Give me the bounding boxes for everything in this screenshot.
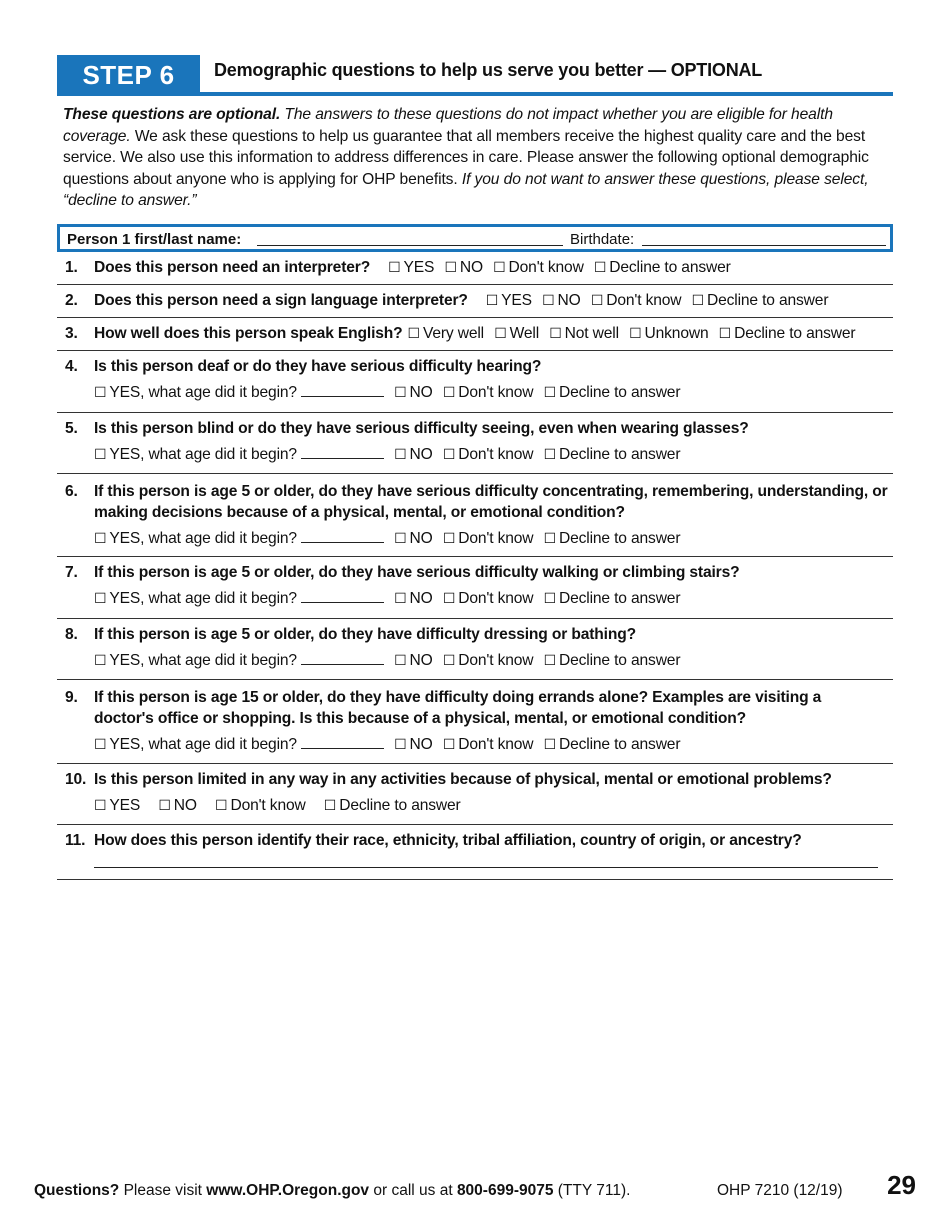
checkbox-decline[interactable]: ☐ Decline to answer	[543, 589, 681, 607]
question-number: 9.	[65, 688, 78, 706]
checkbox-icon: ☐	[629, 325, 642, 342]
checkbox-icon: ☐	[543, 384, 556, 401]
answer-options	[57, 652, 893, 670]
checkbox-decline[interactable]: ☐ Decline to answer	[543, 651, 681, 669]
question-1	[57, 252, 893, 285]
checkbox-icon: ☐	[94, 652, 107, 669]
checkbox-no[interactable]: ☐ NO	[444, 258, 483, 276]
checkbox-icon: ☐	[542, 292, 555, 309]
checkbox-decline[interactable]: ☐ Decline to answer	[543, 735, 681, 753]
checkbox-icon: ☐	[442, 736, 456, 753]
checkbox-dont-know[interactable]: ☐ Don't know	[442, 589, 534, 607]
question-10	[57, 764, 893, 825]
checkbox-icon: ☐	[442, 530, 456, 547]
question-number: 11.	[65, 831, 86, 849]
question-number: 7.	[65, 563, 78, 581]
question-number: 1.	[65, 258, 78, 276]
form-page	[57, 55, 893, 880]
checkbox-icon: ☐	[691, 292, 704, 309]
checkbox-well[interactable]: ☐ Well	[494, 324, 540, 342]
checkbox-yes[interactable]: ☐ YES	[485, 291, 532, 309]
checkbox-icon: ☐	[442, 446, 456, 463]
step-label: STEP 6	[57, 55, 200, 96]
checkbox-yes[interactable]: ☐ YES	[388, 258, 435, 276]
checkbox-yes-age[interactable]: ☐ YES, what age did it begin?	[94, 589, 297, 607]
checkbox-yes-age[interactable]: ☐ YES, what age did it begin?	[94, 529, 297, 547]
question-number: 6.	[65, 482, 78, 500]
checkbox-decline[interactable]: ☐ Decline to answer	[593, 258, 731, 276]
question-4	[57, 351, 893, 413]
question-text: If this person is age 5 or older, do they have difficulty dressing or bathing?	[94, 625, 636, 643]
birthdate-label: Birthdate:	[570, 230, 635, 248]
question-text: Is this person blind or do they have serious difficulty seeing, even when wearing glasses?	[94, 419, 749, 437]
intro-lead: These questions are optional.	[63, 106, 281, 123]
checkbox-dont-know[interactable]: ☐ Don't know	[590, 291, 682, 309]
checkbox-icon: ☐	[388, 259, 401, 276]
question-number: 10.	[65, 770, 87, 788]
footer-url[interactable]: www.OHP.Oregon.gov	[206, 1182, 370, 1199]
checkbox-no[interactable]: ☐ NO	[394, 651, 433, 669]
checkbox-icon: ☐	[494, 325, 507, 342]
question-text: If this person is age 5 or older, do they have serious difficulty walking or climbing stairs?	[94, 563, 740, 581]
answer-options	[57, 446, 893, 464]
question-text: Does this person need a sign language interpreter?	[94, 291, 468, 309]
question-number: 5.	[65, 419, 78, 437]
checkbox-icon: ☐	[493, 259, 506, 276]
checkbox-icon: ☐	[407, 325, 420, 342]
checkbox-icon: ☐	[394, 736, 407, 753]
intro-lead-italic: The answers to these questions do not impact whether you are eligible for health coverage.	[63, 106, 833, 145]
question-text: Is this person limited in any way in any activities because of physical, mental or emotional problems?	[94, 770, 832, 788]
checkbox-icon: ☐	[94, 797, 107, 814]
checkbox-icon: ☐	[394, 446, 407, 463]
age-input[interactable]	[301, 601, 384, 603]
intro-paragraph	[63, 104, 893, 212]
question-number: 8.	[65, 625, 78, 643]
checkbox-icon: ☐	[593, 259, 607, 276]
checkbox-icon: ☐	[543, 530, 556, 547]
checkbox-decline[interactable]: ☐ Decline to answer	[543, 445, 681, 463]
footer-phone: 800-699-9075	[456, 1182, 554, 1199]
step-title: Demographic questions to help us serve you better — OPTIONAL	[214, 60, 763, 80]
answer-options	[57, 590, 893, 608]
answer-options	[57, 736, 893, 754]
question-number: 2.	[65, 291, 78, 309]
checkbox-dont-know[interactable]: ☐ Don't know	[215, 796, 306, 814]
checkbox-icon: ☐	[543, 590, 556, 607]
question-8	[57, 619, 893, 680]
checkbox-no[interactable]: ☐ NO	[394, 529, 433, 547]
age-input[interactable]	[301, 457, 384, 459]
checkbox-icon: ☐	[323, 797, 337, 814]
checkbox-dont-know[interactable]: ☐ Don't know	[442, 735, 534, 753]
checkbox-decline[interactable]: ☐ Decline to answer	[691, 291, 829, 309]
checkbox-no[interactable]: ☐ NO	[158, 796, 197, 814]
checkbox-dont-know[interactable]: ☐ Don't know	[442, 383, 534, 401]
question-6	[57, 474, 893, 557]
checkbox-icon: ☐	[485, 292, 499, 309]
answer-options	[57, 384, 893, 402]
checkbox-icon: ☐	[444, 259, 457, 276]
question-text: Does this person need an interpreter?	[94, 258, 371, 276]
checkbox-yes[interactable]: ☐ YES	[94, 796, 141, 814]
birthdate-field[interactable]	[642, 245, 886, 246]
checkbox-icon: ☐	[215, 797, 228, 814]
person-info-box	[57, 224, 893, 252]
question-number: 4.	[65, 357, 78, 375]
checkbox-icon: ☐	[543, 446, 556, 463]
intro-tail: If you do not want to answer these questions, please select, “decline to answer.”	[63, 170, 869, 210]
question-7	[57, 557, 893, 619]
checkbox-icon: ☐	[94, 446, 107, 463]
checkbox-dont-know[interactable]: ☐ Don't know	[493, 258, 584, 276]
person-name-field[interactable]	[257, 245, 563, 246]
checkbox-no[interactable]: ☐ NO	[394, 445, 433, 463]
checkbox-icon: ☐	[549, 325, 562, 342]
checkbox-yes-age[interactable]: ☐ YES, what age did it begin?	[94, 383, 297, 401]
checkbox-icon: ☐	[590, 292, 604, 309]
checkbox-icon: ☐	[94, 384, 107, 401]
checkbox-icon: ☐	[394, 384, 407, 401]
age-input[interactable]	[301, 747, 384, 749]
checkbox-icon: ☐	[442, 384, 456, 401]
question-3	[57, 318, 893, 351]
checkbox-icon: ☐	[543, 736, 556, 753]
checkbox-icon: ☐	[394, 590, 407, 607]
checkbox-very-well[interactable]: ☐ Very well	[407, 324, 485, 342]
checkbox-decline[interactable]: ☐ Decline to answer	[543, 529, 681, 547]
checkbox-no[interactable]: ☐ NO	[394, 735, 433, 753]
checkbox-no[interactable]: ☐ NO	[394, 383, 433, 401]
person-name-label: Person 1 first/last name:	[67, 230, 242, 248]
checkbox-decline[interactable]: ☐ Decline to answer	[543, 383, 681, 401]
question-number: 3.	[65, 324, 78, 342]
question-text: Is this person deaf or do they have serious difficulty hearing?	[94, 357, 542, 375]
ancestry-input[interactable]	[94, 867, 878, 868]
checkbox-icon: ☐	[442, 590, 456, 607]
checkbox-icon: ☐	[543, 652, 556, 669]
checkbox-icon: ☐	[394, 652, 407, 669]
checkbox-not-well[interactable]: ☐ Not well	[549, 324, 619, 342]
checkbox-dont-know[interactable]: ☐ Don't know	[442, 445, 534, 463]
question-text: How does this person identify their race, ethnicity, tribal affiliation, country of origin, or ancestry?	[94, 831, 802, 849]
checkbox-yes-age[interactable]: ☐ YES, what age did it begin?	[94, 445, 297, 463]
checkbox-icon: ☐	[158, 797, 171, 814]
question-5	[57, 413, 893, 474]
checkbox-icon: ☐	[442, 652, 456, 669]
checkbox-no[interactable]: ☐ NO	[394, 589, 433, 607]
checkbox-icon: ☐	[94, 736, 107, 753]
checkbox-dont-know[interactable]: ☐ Don't know	[442, 529, 534, 547]
page-number: 29	[887, 1170, 916, 1200]
question-2	[57, 285, 893, 318]
checkbox-icon: ☐	[718, 325, 732, 342]
age-input[interactable]	[301, 541, 384, 543]
answer-options	[57, 530, 893, 548]
footer-contact: Questions? Please visit www.OHP.Oregon.gov or call us at 800-699-9075 (TTY 711).	[34, 1182, 631, 1199]
checkbox-icon: ☐	[94, 590, 107, 607]
question-9	[57, 680, 893, 764]
checkbox-yes-age[interactable]: ☐ YES, what age did it begin?	[94, 651, 297, 669]
age-input[interactable]	[301, 395, 384, 397]
checkbox-icon: ☐	[94, 530, 107, 547]
checkbox-no[interactable]: ☐ NO	[542, 291, 581, 309]
question-text: If this person is age 5 or older, do they have serious difficulty concentrating, remembering, understanding, or making decisions because of a physical, mental, or emotional condition?	[94, 482, 888, 521]
step-header	[57, 55, 893, 96]
checkbox-decline[interactable]: ☐ Decline to answer	[718, 324, 856, 342]
checkbox-decline[interactable]: ☐ Decline to answer	[323, 796, 461, 814]
answer-options	[57, 797, 893, 815]
checkbox-yes-age[interactable]: ☐ YES, what age did it begin?	[94, 735, 297, 753]
checkbox-unknown[interactable]: ☐ Unknown	[629, 324, 709, 342]
age-input[interactable]	[301, 663, 384, 665]
question-11	[57, 825, 893, 880]
intro-body: We ask these questions to help us guarantee that all members receive the highest quality care and the best service. We also use this information to address differences in care. Please answer the following optional demographic questions about anyone who is applying for OHP benefits.	[63, 127, 869, 188]
form-code: OHP 7210 (12/19)	[717, 1182, 843, 1199]
checkbox-dont-know[interactable]: ☐ Don't know	[442, 651, 534, 669]
checkbox-icon: ☐	[394, 530, 407, 547]
question-text: If this person is age 15 or older, do they have difficulty doing errands alone? Examples are visiting a doctor's office or shopping. Is this because of a physical, mental, or emotional condition?	[94, 688, 822, 727]
question-text: How well does this person speak English?	[94, 324, 403, 342]
